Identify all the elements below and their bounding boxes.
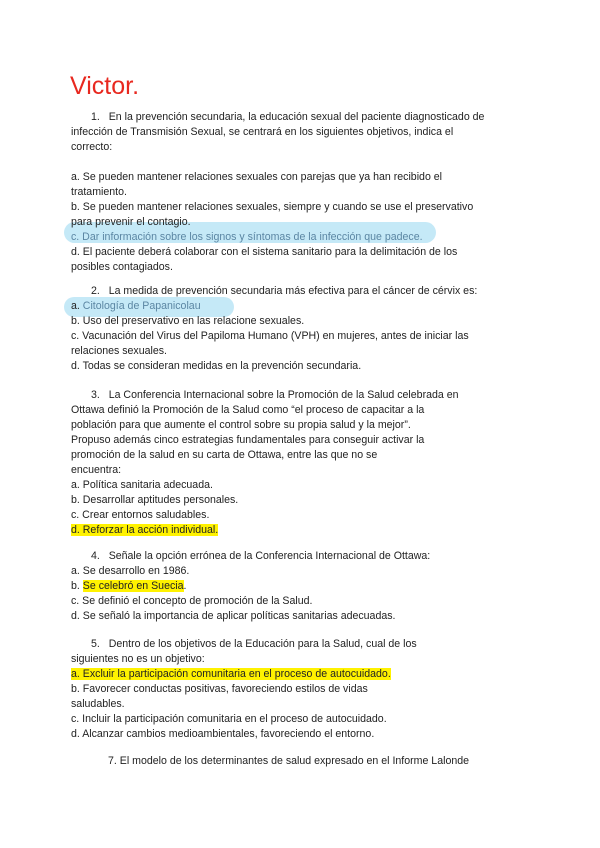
option-d: d. El paciente deberá colaborar con el sistema sanitario para la delimitación de los — [71, 246, 458, 258]
option-c-highlighted: c. Dar información sobre los signos y síntomas de la infección que padece. — [71, 231, 423, 243]
question-number: 3. — [91, 389, 100, 401]
option-d: d. Todas se consideran medidas en la prevención secundaria. — [71, 360, 362, 372]
option-a-prefix: a. — [71, 300, 80, 312]
question-7 — [108, 754, 528, 769]
question-stem: Propuso además cinco estrategias fundamentales para conseguir activar la — [71, 434, 425, 446]
option-c: c. Incluir la participación comunitaria en el proceso de autocuidado. — [71, 713, 387, 725]
option-c: c. Vacunación del Virus del Papiloma Humano (VPH) en mujeres, antes de iniciar las — [71, 330, 469, 342]
question-2 — [71, 284, 521, 374]
question-stem: población para que aumente el control sobre su propia salud y la mejor”. — [71, 419, 411, 431]
option-c: c. Se definió el concepto de promoción de la Salud. — [71, 595, 313, 607]
question-stem: Dentro de los objetivos de la Educación para la Salud, cual de los — [108, 638, 417, 650]
option-a: a. Se pueden mantener relaciones sexuales con parejas que ya han recibido el — [71, 171, 443, 183]
option-b: para prevenir el contagio. — [71, 216, 191, 228]
question-number: 4. — [91, 550, 100, 562]
question-stem: La Conferencia Internacional sobre la Promoción de la Salud celebrada en — [108, 389, 459, 401]
option-c: c. Crear entornos saludables. — [71, 509, 210, 521]
option-a: a. Política sanitaria adecuada. — [71, 479, 213, 491]
option-d: d. Se señaló la importancia de aplicar políticas sanitarias adecuadas. — [71, 610, 396, 622]
option-b-highlighted: Se celebró en Suecia — [82, 580, 184, 592]
question-stem: infección de Transmisión Sexual, se centrará en los siguientes objetivos, indica el — [71, 126, 454, 138]
question-4 — [71, 549, 521, 624]
question-stem: La medida de prevención secundaria más efectiva para el cáncer de cérvix es: — [108, 285, 478, 297]
question-stem: encuentra: — [71, 464, 122, 476]
option-a-highlighted: Citología de Papanicolau — [82, 300, 201, 312]
option-b: b. Desarrollar aptitudes personales. — [71, 494, 239, 506]
option-b: b. Uso del preservativo en las relacione sexuales. — [71, 315, 305, 327]
option-d: posibles contagiados. — [71, 261, 173, 273]
question-5 — [71, 637, 521, 742]
author-name: Victor. — [70, 72, 140, 100]
option-a: a. Se desarrollo en 1986. — [71, 565, 190, 577]
option-b: b. Se pueden mantener relaciones sexuales, siempre y cuando se use el preservativo — [71, 201, 474, 213]
question-1 — [71, 110, 521, 275]
option-c: relaciones sexuales. — [71, 345, 167, 357]
option-b: saludables. — [71, 698, 125, 710]
question-stem: siguientes no es un objetivo: — [71, 653, 205, 665]
option-b-suffix: . — [183, 580, 187, 592]
question-stem: correcto: — [71, 141, 113, 153]
question-stem: En la prevención secundaria, la educación sexual del paciente diagnosticado de — [108, 111, 485, 123]
question-stem: Señale la opción errónea de la Conferencia Internacional de Ottawa: — [108, 550, 431, 562]
question-number: 5. — [91, 638, 100, 650]
option-b-prefix: b. — [71, 580, 80, 592]
question-stem: promoción de la salud en su carta de Ottawa, entre las que no se — [71, 449, 378, 461]
question-stem: 7. El modelo de los determinantes de salud expresado en el Informe Lalonde — [108, 755, 470, 767]
option-a: tratamiento. — [71, 186, 127, 198]
option-b: b. Favorecer conductas positivas, favoreciendo estilos de vidas — [71, 683, 368, 695]
option-d: d. Alcanzar cambios medioambientales, favoreciendo el entorno. — [71, 728, 375, 740]
question-stem: Ottawa definió la Promoción de la Salud como “el proceso de capacitar a la — [71, 404, 425, 416]
option-d-highlighted: d. Reforzar la acción individual. — [71, 524, 219, 536]
question-3 — [71, 388, 521, 538]
question-number: 2. — [91, 285, 100, 297]
option-a-highlighted: a. Excluir la participación comunitaria en el proceso de autocuidado. — [71, 668, 391, 680]
question-number: 1. — [91, 111, 100, 123]
